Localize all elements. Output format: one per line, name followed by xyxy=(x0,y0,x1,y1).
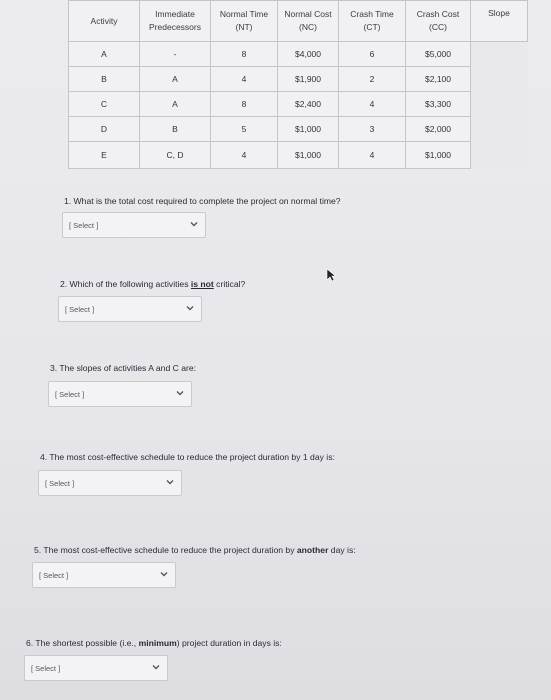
cell-activity: B xyxy=(69,67,140,92)
header-nc-line1: Normal Cost xyxy=(284,9,332,19)
cell-crash-time: 4 xyxy=(339,142,406,169)
question-3-select[interactable] xyxy=(48,381,192,407)
cell-normal-cost: $1,900 xyxy=(278,67,339,92)
cell-crash-time: 3 xyxy=(339,117,406,142)
mouse-cursor-icon xyxy=(326,268,336,282)
question-6-text-post: ) project duration in days is: xyxy=(176,638,282,648)
question-1-text: 1. What is the total cost required to complete the project on normal time? xyxy=(64,196,341,206)
header-pred-line1: Immediate xyxy=(155,9,195,19)
cell-normal-cost: $2,400 xyxy=(278,92,339,117)
cell-predecessors: A xyxy=(140,92,211,117)
chevron-down-icon xyxy=(159,569,169,579)
cell-crash-cost: $5,000 xyxy=(406,42,471,67)
header-cc-line2: (CC) xyxy=(429,22,447,32)
header-pred-line2: Predecessors xyxy=(149,22,201,32)
question-2-select[interactable] xyxy=(58,296,202,322)
question-6-text xyxy=(26,638,282,648)
question-6-select-value: [ Select ] xyxy=(31,664,61,673)
header-activity-label: Activity xyxy=(90,15,118,26)
cell-crash-time: 4 xyxy=(339,92,406,117)
question-5-select-value: [ Select ] xyxy=(39,571,69,580)
table-header-row xyxy=(69,1,528,42)
cell-crash-cost: $3,300 xyxy=(406,92,471,117)
cell-crash-time: 6 xyxy=(339,42,406,67)
question-5-text-pre: 5. The most cost-effective schedule to reduce the project duration by xyxy=(34,545,297,555)
chevron-down-icon xyxy=(185,303,195,313)
question-4-select[interactable] xyxy=(38,470,182,496)
question-5-select[interactable] xyxy=(32,562,176,588)
cell-normal-cost: $1,000 xyxy=(278,142,339,169)
project-activity-table xyxy=(68,0,528,169)
cell-activity: E xyxy=(69,142,140,169)
header-nc-line2: (NC) xyxy=(299,22,317,32)
cell-slope xyxy=(471,92,528,117)
question-2-select-value: [ Select ] xyxy=(65,305,95,314)
cell-normal-cost: $1,000 xyxy=(278,117,339,142)
chevron-down-icon xyxy=(165,477,175,487)
header-predecessors xyxy=(140,1,211,42)
cell-normal-time: 5 xyxy=(211,117,278,142)
header-slope-label: Slope xyxy=(488,8,510,18)
cell-activity: C xyxy=(69,92,140,117)
question-5-text-post: day is: xyxy=(328,545,356,555)
table-row xyxy=(69,42,528,67)
cell-activity: A xyxy=(69,42,140,67)
cell-crash-cost: $2,000 xyxy=(406,117,471,142)
question-6-text-pre: 6. The shortest possible (i.e., xyxy=(26,638,139,648)
header-slope xyxy=(471,1,528,42)
cell-predecessors: - xyxy=(140,42,211,67)
cell-predecessors: A xyxy=(140,67,211,92)
cell-slope xyxy=(471,42,528,67)
question-4-select-value: [ Select ] xyxy=(45,479,75,488)
header-nt-line2: (NT) xyxy=(235,22,253,32)
cell-normal-time: 4 xyxy=(211,67,278,92)
header-crash-cost xyxy=(406,1,471,42)
question-2-text-pre: 2. Which of the following activities xyxy=(60,279,191,289)
question-1-select-value: [ Select ] xyxy=(69,221,99,230)
table-row xyxy=(69,92,528,117)
chevron-down-icon xyxy=(189,219,199,229)
cell-predecessors: C, D xyxy=(140,142,211,169)
cell-activity: D xyxy=(69,117,140,142)
header-ct-line2: (CT) xyxy=(363,22,381,32)
cell-normal-time: 8 xyxy=(211,42,278,67)
question-5-text xyxy=(34,545,356,555)
cell-predecessors: B xyxy=(140,117,211,142)
chevron-down-icon xyxy=(151,662,161,672)
cell-normal-cost: $4,000 xyxy=(278,42,339,67)
cell-normal-time: 4 xyxy=(211,142,278,169)
header-crash-time xyxy=(339,1,406,42)
chevron-down-icon xyxy=(175,388,185,398)
table-row xyxy=(69,67,528,92)
question-1-select[interactable] xyxy=(62,212,206,238)
question-6-select[interactable] xyxy=(24,655,168,681)
header-normal-cost xyxy=(278,1,339,42)
cell-normal-time: 8 xyxy=(211,92,278,117)
table-row xyxy=(69,117,528,142)
question-2-text-emphasis: is not xyxy=(190,279,214,289)
cell-slope xyxy=(471,142,528,169)
question-3-select-value: [ Select ] xyxy=(55,390,85,399)
cell-slope xyxy=(471,117,528,142)
question-2-text-post: critical? xyxy=(213,279,246,289)
question-4-text: 4. The most cost-effective schedule to reduce the project duration by 1 day is: xyxy=(40,452,335,462)
header-ct-line1: Crash Time xyxy=(350,9,394,19)
header-nt-line1: Normal Time xyxy=(219,9,269,19)
header-normal-time xyxy=(211,1,278,42)
question-5-text-emphasis: another xyxy=(296,545,329,555)
question-6-text-emphasis: minimum xyxy=(138,638,177,648)
cell-crash-time: 2 xyxy=(339,67,406,92)
question-3-text: 3. The slopes of activities A and C are: xyxy=(50,363,197,373)
table-row xyxy=(69,142,528,169)
cell-crash-cost: $1,000 xyxy=(406,142,471,169)
header-cc-line1: Crash Cost xyxy=(416,9,460,19)
cell-slope xyxy=(471,67,528,92)
cell-crash-cost: $2,100 xyxy=(406,67,471,92)
question-2-text xyxy=(60,279,245,289)
header-activity xyxy=(69,1,140,42)
